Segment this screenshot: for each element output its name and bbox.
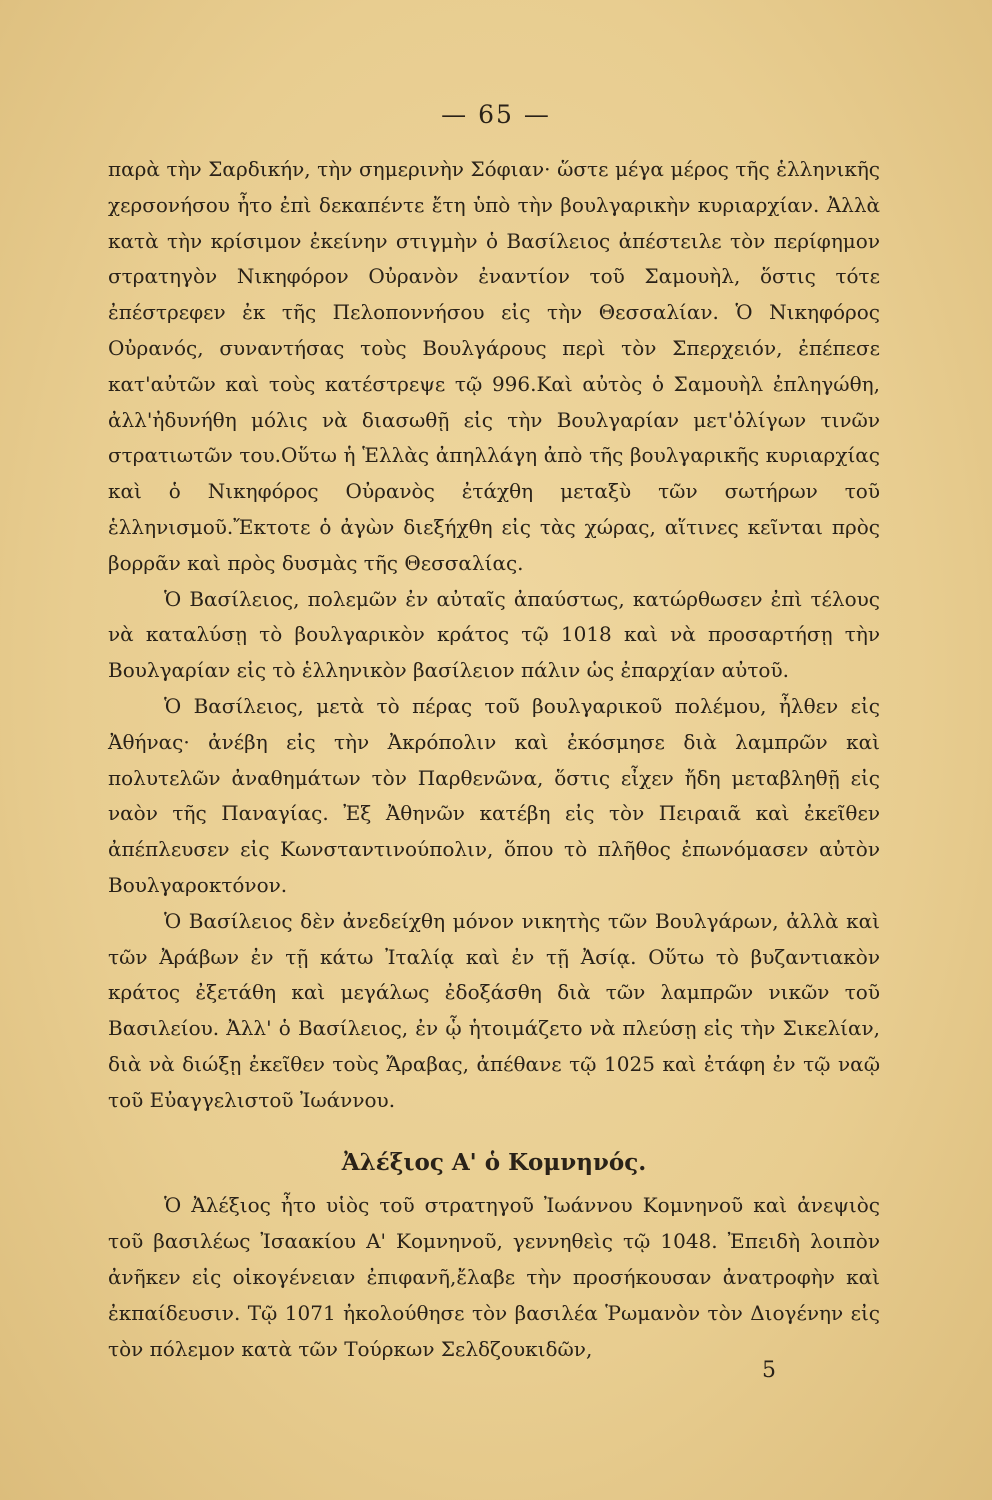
paragraph-basil-conquest: Ὁ Βασίλειος, πολεμῶν ἐν αὐταῖς ἀπαύστως, κατώρθωσεν ἐπὶ τέλους νὰ καταλύσῃ τὸ βουλγαρικὸν κράτος τῷ 1018 καὶ νὰ προσαρτήσῃ τὴν Βουλγαρίαν εἰς τὸ ἑλληνικὸν βασίλειον πάλιν ὡς ἐπαρχίαν αὐτοῦ. xyxy=(108,586,880,683)
paragraph-basil-athens: Ὁ Βασίλειος, μετὰ τὸ πέρας τοῦ βουλγαρικοῦ πολέμου, ἦλθεν εἰς Ἀθήνας· ἀνέβη εἰς τὴν Ἀκρόπολιν καὶ ἐκόσμησε διὰ λαμπρῶν καὶ πολυτελῶν ἀναθημάτων τὸν Παρθενῶνα, ὅστις εἶχεν ἤδη μεταβληθῇ εἰς ναὸν τῆς Παναγίας. Ἐξ Ἀθηνῶν κατέβη εἰς τὸν Πειραιᾶ καὶ ἐκεῖθεν ἀπέπλευσεν εἰς Κωνσταντινούπολιν, ὅπου τὸ πλῆθος ἐπωνόμασεν αὐτὸν Βουλγαροκτόνον. xyxy=(108,693,880,897)
paragraph-alexios: Ὁ Ἀλέξιος ἦτο υἱὸς τοῦ στρατηγοῦ Ἰωάννου Κομνηνοῦ καὶ ἀνεψιὸς τοῦ βασιλέως Ἰσαακίου Α' Κομνηνοῦ, γεννηθεὶς τῷ 1048. Ἐπειδὴ λοιπὸν ἀνῆκεν εἰς οἰκογένειαν ἐπιφανῆ,ἔλαβε τὴν προσήκουσαν ἀνατροφὴν καὶ ἐκπαίδευσιν. Τῷ 1071 ἠκολούθησε τὸν βασιλέα Ῥωμανὸν τὸν Διογένην εἰς τὸν πόλεμον κατὰ τῶν Τούρκων Σελδζουκιδῶν, xyxy=(108,1193,880,1361)
section-heading: Ἀλέξιος Α' ὁ Κομνηνός. xyxy=(341,1148,647,1176)
body-text xyxy=(108,152,880,1367)
page-number: — 65 — xyxy=(441,100,551,129)
paragraph-basil-victories: Ὁ Βασίλειος δὲν ἀνεδείχθη μόνον νικητὴς τῶν Βουλγάρων, ἀλλὰ καὶ τῶν Ἀράβων ἐν τῇ κάτω Ἰταλίᾳ καὶ ἐν τῇ Ἀσίᾳ. Οὕτω τὸ βυζαντιακὸν κράτος ἐξετάθη καὶ μεγάλως ἐδοξάσθη διὰ τῶν λαμπρῶν νικῶν τοῦ Βασιλείου. Ἀλλ' ὁ Βασίλειος, ἐν ᾧ ἡτοιμάζετο νὰ πλεύσῃ εἰς τὴν Σικελίαν, διὰ νὰ διώξῃ ἐκεῖθεν τοὺς Ἄραβας, ἀπέθανε τῷ 1025 καὶ ἐτάφη ἐν τῷ ναῷ τοῦ Εὐαγγελιστοῦ Ἰωάννου. xyxy=(108,908,880,1112)
paragraph-sardica: παρὰ τὴν Σαρδικήν, τὴν σημερινὴν Σόφιαν· ὥστε μέγα μέρος τῆς ἑλληνικῆς χερσονήσου ἦτο ἐπὶ δεκαπέντε ἔτη ὑπὸ τὴν βουλγαρικὴν κυριαρχίαν. Ἀλλὰ κατὰ τὴν κρίσιμον ἐκείνην στιγμὴν ὁ Βασίλειος ἀπέστειλε τὸν περίφημον στρατηγὸν Νικηφόρον Οὐρανὸν ἐναντίον τοῦ Σαμουὴλ, ὅστις τότε ἐπέστρεφεν ἐκ τῆς Πελοποννήσου εἰς τὴν Θεσσαλίαν. Ὁ Νικηφόρος Οὐρανός, συναντήσας τοὺς Βουλγάρους περὶ τὸν Σπερχειόν, ἐπέπεσε κατ'αὐτῶν καὶ τοὺς κατέστρεψε τῷ 996.Καὶ αὐτὸς ὁ Σαμουὴλ ἐπληγώθη, ἀλλ'ἠδυνήθη μόλις νὰ διασωθῇ εἰς τὴν Βουλγαρίαν μετ'ὀλίγων τινῶν στρατιωτῶν του.Οὕτω ἡ Ἑλλὰς ἀπηλλάγη ἀπὸ τῆς βουλγαρικῆς κυριαρχίας καὶ ὁ Νικηφόρος Οὐρανὸς ἐτάχθη μεταξὺ τῶν σωτήρων τοῦ ἑλληνισμοῦ.Ἔκτοτε ὁ ἀγὼν διεξήχθη εἰς τὰς χώρας, αἵτινες κεῖνται πρὸς βορρᾶν καὶ πρὸς δυσμὰς τῆς Θεσσαλίας. xyxy=(108,157,880,575)
signature-mark: 5 xyxy=(762,1358,776,1383)
